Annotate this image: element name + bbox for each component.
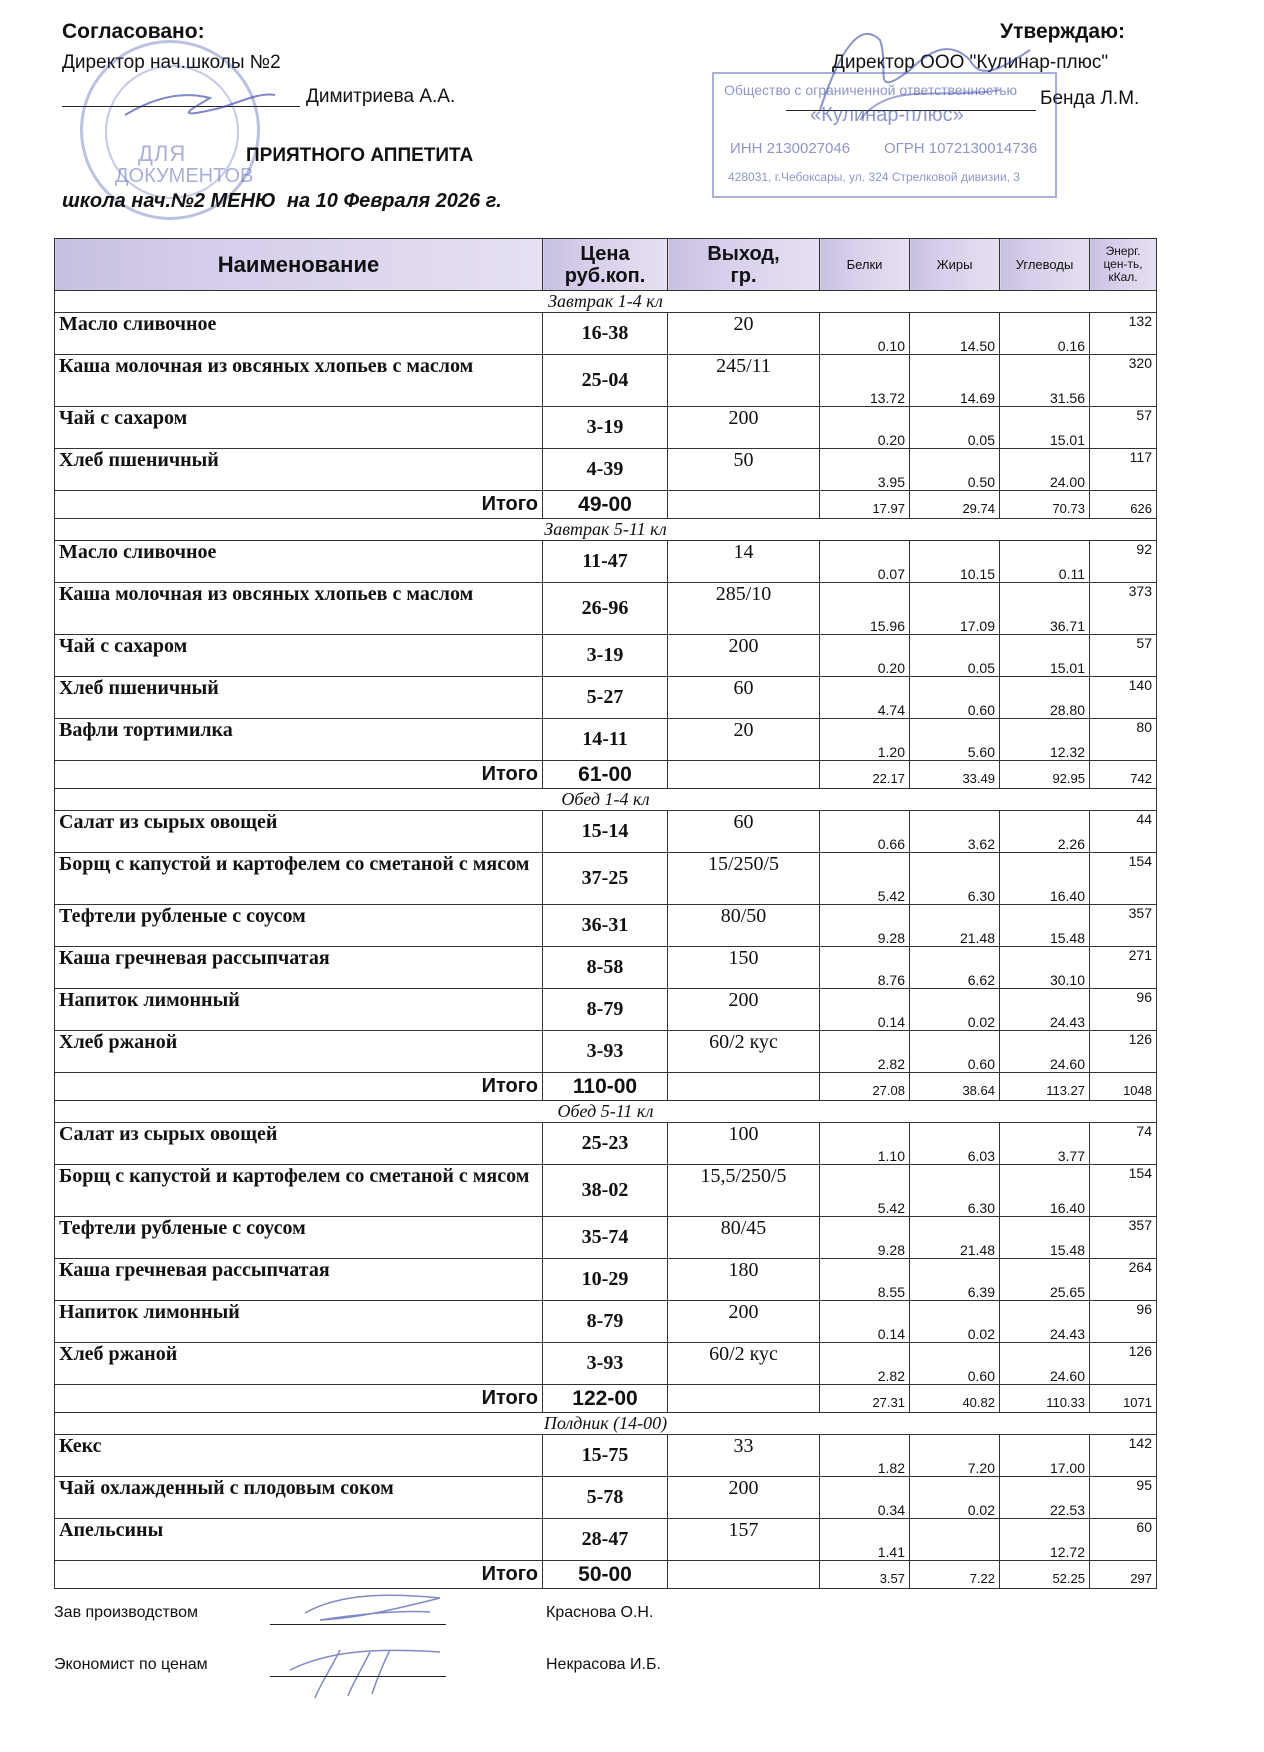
item-kcal: 357 [1090, 905, 1157, 947]
item-kcal: 140 [1090, 677, 1157, 719]
item-kcal: 117 [1090, 449, 1157, 491]
item-fat: 0.05 [910, 635, 1000, 677]
menu-table [54, 238, 1157, 1589]
item-price: 35-74 [543, 1217, 668, 1259]
item-fat: 0.60 [910, 1031, 1000, 1073]
item-name: Салат из сырых овощей [55, 811, 543, 853]
item-kcal: 57 [1090, 407, 1157, 449]
item-protein: 9.28 [820, 1217, 910, 1259]
item-price: 5-27 [543, 677, 668, 719]
total-carbs: 110.33 [1000, 1385, 1090, 1413]
section-header [55, 789, 1157, 811]
item-fat: 6.03 [910, 1123, 1000, 1165]
item-yield: 60/2 кус [668, 1031, 820, 1073]
item-fat: 21.48 [910, 1217, 1000, 1259]
item-protein: 0.20 [820, 635, 910, 677]
item-name: Напиток лимонный [55, 989, 543, 1031]
item-carbs: 17.00 [1000, 1435, 1090, 1477]
total-kcal: 626 [1090, 491, 1157, 519]
item-protein: 5.42 [820, 853, 910, 905]
item-price: 8-58 [543, 947, 668, 989]
item-kcal: 154 [1090, 1165, 1157, 1217]
item-name: Тефтели рубленые с соусом [55, 1217, 543, 1259]
item-kcal: 132 [1090, 313, 1157, 355]
item-kcal: 96 [1090, 1301, 1157, 1343]
item-price: 11-47 [543, 541, 668, 583]
item-yield: 200 [668, 635, 820, 677]
total-fat: 29.74 [910, 491, 1000, 519]
total-fat: 7.22 [910, 1561, 1000, 1589]
total-yield-empty [668, 491, 820, 519]
item-protein: 0.14 [820, 1301, 910, 1343]
item-kcal: 357 [1090, 1217, 1157, 1259]
item-kcal: 264 [1090, 1259, 1157, 1301]
item-kcal: 126 [1090, 1031, 1157, 1073]
school-stamp: ДЛЯ ДОКУМЕНТОВ [80, 40, 260, 220]
column-price: Цена руб.коп. [543, 239, 668, 291]
item-kcal: 60 [1090, 1519, 1157, 1561]
company-stamp: Общество с ограниченной ответственностью «Кулинар-плюс» ИНН 2130027046 ОГРН 1072130014736 428031, г.Чебоксары, ул. 324 Стрелковой дивизии, 3 [712, 72, 1057, 198]
total-yield-empty [668, 761, 820, 789]
item-protein: 4.74 [820, 677, 910, 719]
item-yield: 80/50 [668, 905, 820, 947]
column-protein: Белки [820, 239, 910, 291]
item-yield: 100 [668, 1123, 820, 1165]
table-row [55, 355, 1157, 407]
item-carbs: 25.65 [1000, 1259, 1090, 1301]
total-label: Итого [55, 1561, 543, 1589]
item-carbs: 24.43 [1000, 989, 1090, 1031]
item-protein: 0.66 [820, 811, 910, 853]
total-row [55, 761, 1157, 789]
table-row [55, 947, 1157, 989]
item-protein: 1.20 [820, 719, 910, 761]
item-yield: 200 [668, 407, 820, 449]
table-row [55, 1301, 1157, 1343]
item-protein: 1.82 [820, 1435, 910, 1477]
total-row [55, 1385, 1157, 1413]
item-yield: 60 [668, 811, 820, 853]
total-fat: 33.49 [910, 761, 1000, 789]
total-label: Итого [55, 491, 543, 519]
item-price: 15-75 [543, 1435, 668, 1477]
table-row [55, 1123, 1157, 1165]
item-yield: 180 [668, 1259, 820, 1301]
approved-title: Согласовано: [62, 20, 205, 43]
total-label: Итого [55, 1073, 543, 1101]
column-carbs: Углеводы [1000, 239, 1090, 291]
table-row [55, 1477, 1157, 1519]
total-protein: 27.31 [820, 1385, 910, 1413]
item-fat: 6.30 [910, 1165, 1000, 1217]
total-row [55, 491, 1157, 519]
confirm-name: Бенда Л.М. [1040, 88, 1140, 109]
item-price: 26-96 [543, 583, 668, 635]
item-carbs: 15.01 [1000, 635, 1090, 677]
total-protein: 27.08 [820, 1073, 910, 1101]
total-carbs: 92.95 [1000, 761, 1090, 789]
total-yield-empty [668, 1561, 820, 1589]
section-title: Полдник (14-00) [55, 1413, 1157, 1435]
item-carbs: 16.40 [1000, 1165, 1090, 1217]
item-kcal: 320 [1090, 355, 1157, 407]
item-price: 10-29 [543, 1259, 668, 1301]
table-row [55, 1519, 1157, 1561]
total-yield-empty [668, 1073, 820, 1101]
table-row [55, 583, 1157, 635]
item-protein: 0.14 [820, 989, 910, 1031]
total-price: 61-00 [543, 761, 668, 789]
total-price: 49-00 [543, 491, 668, 519]
item-yield: 20 [668, 719, 820, 761]
footer-signature-1 [300, 1588, 450, 1628]
footer-role-production: Зав производством [54, 1604, 198, 1621]
table-row [55, 449, 1157, 491]
total-protein: 22.17 [820, 761, 910, 789]
table-row [55, 1217, 1157, 1259]
item-name: Чай охлажденный с плодовым соком [55, 1477, 543, 1519]
total-fat: 40.82 [910, 1385, 1000, 1413]
item-kcal: 126 [1090, 1343, 1157, 1385]
item-protein: 3.95 [820, 449, 910, 491]
section-header [55, 1101, 1157, 1123]
table-row [55, 719, 1157, 761]
table-row [55, 1165, 1157, 1217]
item-protein: 8.55 [820, 1259, 910, 1301]
item-yield: 33 [668, 1435, 820, 1477]
total-price: 122-00 [543, 1385, 668, 1413]
item-price: 3-93 [543, 1031, 668, 1073]
item-carbs: 0.16 [1000, 313, 1090, 355]
item-yield: 14 [668, 541, 820, 583]
total-carbs: 52.25 [1000, 1561, 1090, 1589]
item-name: Масло сливочное [55, 541, 543, 583]
item-fat: 0.02 [910, 989, 1000, 1031]
total-protein: 3.57 [820, 1561, 910, 1589]
item-protein: 0.20 [820, 407, 910, 449]
item-name: Чай с сахаром [55, 407, 543, 449]
item-price: 5-78 [543, 1477, 668, 1519]
table-row [55, 1259, 1157, 1301]
approved-signature [120, 80, 280, 130]
total-kcal: 742 [1090, 761, 1157, 789]
item-yield: 60 [668, 677, 820, 719]
item-yield: 15,5/250/5 [668, 1165, 820, 1217]
item-protein: 0.10 [820, 313, 910, 355]
item-price: 8-79 [543, 989, 668, 1031]
total-yield-empty [668, 1385, 820, 1413]
item-price: 3-19 [543, 407, 668, 449]
total-protein: 17.97 [820, 491, 910, 519]
item-fat: 3.62 [910, 811, 1000, 853]
total-row [55, 1073, 1157, 1101]
confirm-title: Утверждаю: [1000, 20, 1126, 43]
table-header [55, 239, 1157, 291]
approved-position: Директор нач.школы №2 [62, 52, 281, 73]
item-kcal: 74 [1090, 1123, 1157, 1165]
column-fat: Жиры [910, 239, 1000, 291]
table-row [55, 1343, 1157, 1385]
item-price: 37-25 [543, 853, 668, 905]
item-name: Каша молочная из овсяных хлопьев с маслом [55, 355, 543, 407]
total-row [55, 1561, 1157, 1589]
menu-title: школа нач.№2 МЕНЮ на 10 Февраля 2026 г. [62, 190, 502, 212]
table-row [55, 1031, 1157, 1073]
item-carbs: 30.10 [1000, 947, 1090, 989]
total-kcal: 297 [1090, 1561, 1157, 1589]
item-price: 25-23 [543, 1123, 668, 1165]
item-price: 14-11 [543, 719, 668, 761]
total-label: Итого [55, 761, 543, 789]
column-name: Наименование [55, 239, 543, 291]
item-yield: 15/250/5 [668, 853, 820, 905]
item-protein: 9.28 [820, 905, 910, 947]
item-carbs: 28.80 [1000, 677, 1090, 719]
item-carbs: 24.43 [1000, 1301, 1090, 1343]
item-price: 4-39 [543, 449, 668, 491]
item-name: Салат из сырых овощей [55, 1123, 543, 1165]
item-protein: 13.72 [820, 355, 910, 407]
item-name: Борщ с капустой и картофелем со сметаной с мясом [55, 853, 543, 905]
item-protein: 0.34 [820, 1477, 910, 1519]
item-fat: 14.69 [910, 355, 1000, 407]
section-title: Обед 1-4 кл [55, 789, 1157, 811]
item-price: 38-02 [543, 1165, 668, 1217]
item-fat: 0.60 [910, 1343, 1000, 1385]
item-yield: 285/10 [668, 583, 820, 635]
section-title: Завтрак 5-11 кл [55, 519, 1157, 541]
item-protein: 2.82 [820, 1031, 910, 1073]
item-fat: 0.50 [910, 449, 1000, 491]
item-kcal: 57 [1090, 635, 1157, 677]
section-header [55, 519, 1157, 541]
item-carbs: 16.40 [1000, 853, 1090, 905]
item-fat: 7.20 [910, 1435, 1000, 1477]
greeting: ПРИЯТНОГО АППЕТИТА [246, 145, 474, 166]
item-carbs: 2.26 [1000, 811, 1090, 853]
item-carbs: 12.32 [1000, 719, 1090, 761]
item-fat: 6.30 [910, 853, 1000, 905]
total-carbs: 113.27 [1000, 1073, 1090, 1101]
item-kcal: 80 [1090, 719, 1157, 761]
confirm-signature [800, 10, 1060, 130]
item-name: Каша гречневая рассыпчатая [55, 1259, 543, 1301]
item-fat: 6.39 [910, 1259, 1000, 1301]
item-name: Масло сливочное [55, 313, 543, 355]
item-carbs: 12.72 [1000, 1519, 1090, 1561]
item-yield: 245/11 [668, 355, 820, 407]
item-carbs: 15.01 [1000, 407, 1090, 449]
item-yield: 200 [668, 1301, 820, 1343]
item-fat: 0.02 [910, 1301, 1000, 1343]
item-yield: 150 [668, 947, 820, 989]
item-name: Вафли тортимилка [55, 719, 543, 761]
confirm-position: Директор ООО "Кулинар-плюс" [832, 52, 1109, 73]
item-yield: 20 [668, 313, 820, 355]
item-price: 16-38 [543, 313, 668, 355]
footer-role-economist: Экономист по ценам [54, 1656, 208, 1673]
item-fat: 5.60 [910, 719, 1000, 761]
item-kcal: 271 [1090, 947, 1157, 989]
item-kcal: 44 [1090, 811, 1157, 853]
item-carbs: 24.00 [1000, 449, 1090, 491]
item-yield: 157 [668, 1519, 820, 1561]
item-kcal: 96 [1090, 989, 1157, 1031]
item-fat: 0.60 [910, 677, 1000, 719]
footer-name-production: Краснова О.Н. [546, 1604, 654, 1621]
item-fat: 10.15 [910, 541, 1000, 583]
footer-name-economist: Некрасова И.Б. [546, 1656, 661, 1673]
item-name: Хлеб ржаной [55, 1031, 543, 1073]
item-carbs: 24.60 [1000, 1343, 1090, 1385]
item-name: Напиток лимонный [55, 1301, 543, 1343]
item-carbs: 15.48 [1000, 905, 1090, 947]
section-title: Завтрак 1-4 кл [55, 291, 1157, 313]
table-row [55, 905, 1157, 947]
item-kcal: 154 [1090, 853, 1157, 905]
item-fat: 17.09 [910, 583, 1000, 635]
item-price: 3-93 [543, 1343, 668, 1385]
item-name: Тефтели рубленые с соусом [55, 905, 543, 947]
item-name: Кекс [55, 1435, 543, 1477]
item-carbs: 15.48 [1000, 1217, 1090, 1259]
item-protein: 5.42 [820, 1165, 910, 1217]
item-carbs: 31.56 [1000, 355, 1090, 407]
section-header [55, 291, 1157, 313]
total-label: Итого [55, 1385, 543, 1413]
item-protein: 8.76 [820, 947, 910, 989]
item-carbs: 36.71 [1000, 583, 1090, 635]
item-name: Хлеб пшеничный [55, 677, 543, 719]
item-kcal: 95 [1090, 1477, 1157, 1519]
item-name: Каша молочная из овсяных хлопьев с маслом [55, 583, 543, 635]
item-protein: 1.10 [820, 1123, 910, 1165]
total-price: 110-00 [543, 1073, 668, 1101]
item-yield: 60/2 кус [668, 1343, 820, 1385]
item-fat: 21.48 [910, 905, 1000, 947]
item-carbs: 3.77 [1000, 1123, 1090, 1165]
total-fat: 38.64 [910, 1073, 1000, 1101]
item-name: Чай с сахаром [55, 635, 543, 677]
table-row [55, 989, 1157, 1031]
item-carbs: 24.60 [1000, 1031, 1090, 1073]
total-carbs: 70.73 [1000, 491, 1090, 519]
section-header [55, 1413, 1157, 1435]
item-yield: 200 [668, 1477, 820, 1519]
item-protein: 1.41 [820, 1519, 910, 1561]
item-fat [910, 1519, 1000, 1561]
item-name: Каша гречневая рассыпчатая [55, 947, 543, 989]
total-kcal: 1048 [1090, 1073, 1157, 1101]
item-fat: 14.50 [910, 313, 1000, 355]
item-protein: 15.96 [820, 583, 910, 635]
item-price: 25-04 [543, 355, 668, 407]
item-price: 36-31 [543, 905, 668, 947]
total-price: 50-00 [543, 1561, 668, 1589]
item-name: Апельсины [55, 1519, 543, 1561]
column-yield: Выход, гр. [668, 239, 820, 291]
item-fat: 0.02 [910, 1477, 1000, 1519]
item-price: 15-14 [543, 811, 668, 853]
table-row [55, 541, 1157, 583]
table-row [55, 635, 1157, 677]
table-row [55, 677, 1157, 719]
item-kcal: 92 [1090, 541, 1157, 583]
column-energy: Энерг. цен-ть, кКал. [1090, 239, 1157, 291]
item-yield: 50 [668, 449, 820, 491]
item-price: 28-47 [543, 1519, 668, 1561]
table-row [55, 313, 1157, 355]
section-title: Обед 5-11 кл [55, 1101, 1157, 1123]
item-protein: 2.82 [820, 1343, 910, 1385]
item-fat: 6.62 [910, 947, 1000, 989]
item-price: 3-19 [543, 635, 668, 677]
item-carbs: 22.53 [1000, 1477, 1090, 1519]
item-yield: 200 [668, 989, 820, 1031]
item-name: Хлеб пшеничный [55, 449, 543, 491]
item-protein: 0.07 [820, 541, 910, 583]
total-kcal: 1071 [1090, 1385, 1157, 1413]
table-row [55, 811, 1157, 853]
item-name: Хлеб ржаной [55, 1343, 543, 1385]
item-name: Борщ с капустой и картофелем со сметаной с мясом [55, 1165, 543, 1217]
item-fat: 0.05 [910, 407, 1000, 449]
item-price: 8-79 [543, 1301, 668, 1343]
item-kcal: 142 [1090, 1435, 1157, 1477]
item-carbs: 0.11 [1000, 541, 1090, 583]
table-row [55, 1435, 1157, 1477]
table-row [55, 853, 1157, 905]
footer-signature-2 [280, 1630, 450, 1700]
item-yield: 80/45 [668, 1217, 820, 1259]
item-kcal: 373 [1090, 583, 1157, 635]
approved-name: Димитриева А.А. [306, 86, 456, 107]
table-row [55, 407, 1157, 449]
